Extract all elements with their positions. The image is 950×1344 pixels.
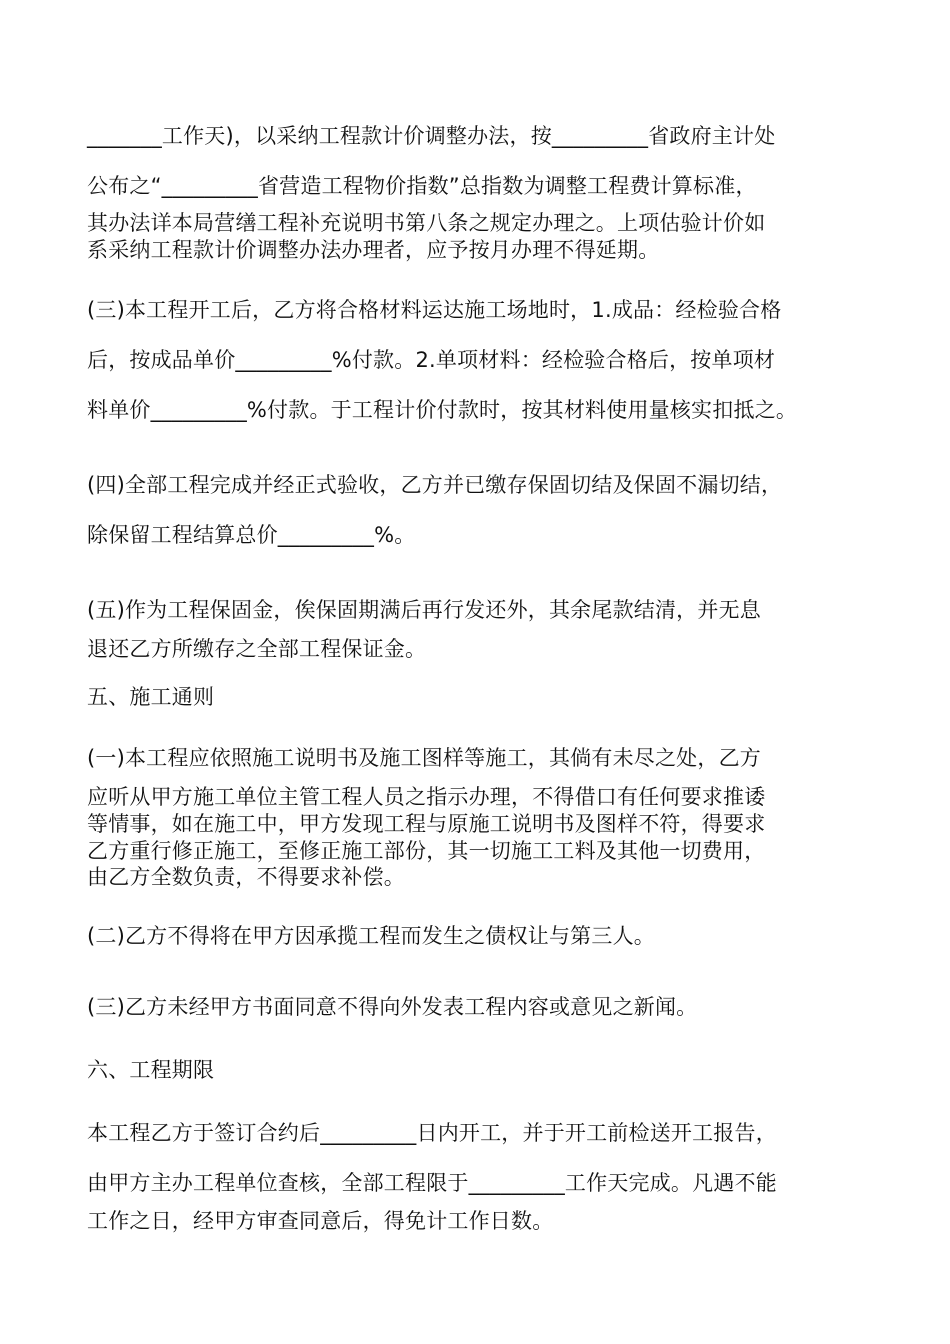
section-heading: 五、施工通则 (87, 685, 215, 709)
text-line: (四)全部工程完成并经正式验收，乙方并已缴存保固切结及保固不漏切结， (87, 473, 783, 497)
text-line: 由乙方全数负责，不得要求补偿。 (87, 865, 405, 889)
text-line: 系采纳工程款计价调整办法办理者，应予按月办理不得延期。 (87, 238, 660, 262)
text-line: (三)本工程开工后，乙方将合格材料运达施工场地时，1.成品：经检验合格 (87, 298, 782, 322)
text-line: (五)作为工程保固金，俟保固期满后再行发还外，其余尾款结清，并无息 (87, 598, 761, 622)
text-line: 后，按成品单价_________%付款。2.单项材料：经检验合格后，按单项材 (87, 348, 776, 372)
text-line: 料单价_________%付款。于工程计价付款时，按其材料使用量核实扣抵之。 (87, 398, 798, 422)
section-heading: 六、工程期限 (87, 1058, 215, 1082)
text-line: 工作之日，经甲方审查同意后，得免计工作日数。 (87, 1209, 554, 1233)
text-line: 乙方重行修正施工，至修正施工部份，其一切施工工料及其他一切费用， (87, 839, 766, 863)
text-line: (一)本工程应依照施工说明书及施工图样等施工，其倘有未尽之处，乙方 (87, 746, 761, 770)
text-line: 除保留工程结算总价_________%。 (87, 523, 416, 547)
text-line: 由甲方主办工程单位查核，全部工程限于_________工作天完成。凡遇不能 (87, 1171, 777, 1195)
text-line: (三)乙方未经甲方书面同意不得向外发表工程内容或意见之新闻。 (87, 995, 698, 1019)
text-line: 应听从甲方施工单位主管工程人员之指示办理，不得借口有任何要求推诿 (87, 785, 766, 809)
text-line: 公布之“_________省营造工程物价指数”总指数为调整工程费计算标准， (87, 174, 757, 198)
text-line: _______工作天)，以采纳工程款计价调整办法，按_________省政府主计处 (87, 124, 776, 148)
text-line: (二)乙方不得将在甲方因承揽工程而发生之债权让与第三人。 (87, 924, 655, 948)
text-line: 其办法详本局营缮工程补充说明书第八条之规定办理之。上项估验计价如 (87, 211, 766, 235)
text-line: 等情事，如在施工中，甲方发现工程与原施工说明书及图样不符，得要求 (87, 812, 766, 836)
text-line: 本工程乙方于签订合约后_________日内开工，并于开工前检送开工报告， (87, 1121, 777, 1145)
text-line: 退还乙方所缴存之全部工程保证金。 (87, 637, 427, 661)
